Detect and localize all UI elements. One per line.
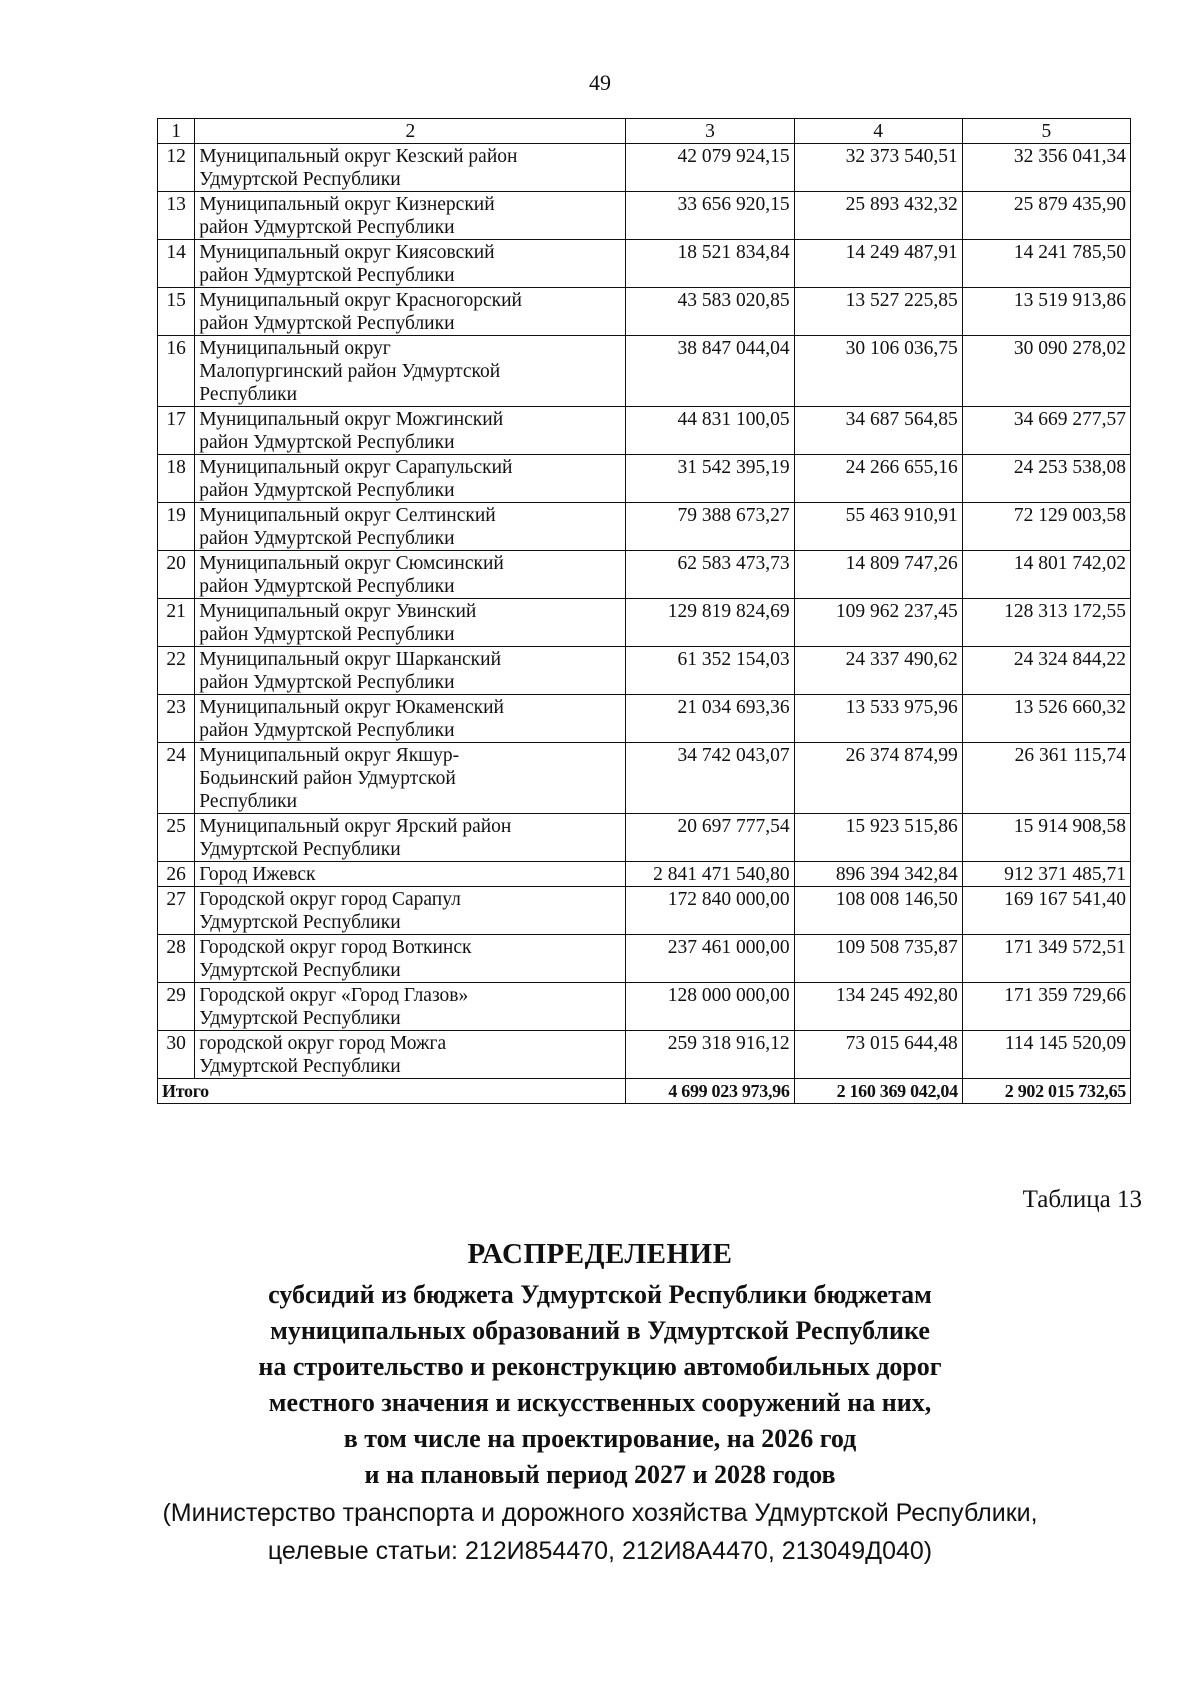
municipality-cell — [195, 240, 626, 288]
amount-2027: 896 394 342,84 — [794, 862, 962, 887]
amount-2026: 44 831 100,05 — [626, 407, 794, 455]
amount-2026: 21 034 693,36 — [626, 695, 794, 743]
row-number: 25 — [158, 814, 195, 862]
municipality-cell — [195, 1031, 626, 1079]
row-number: 13 — [158, 192, 195, 240]
table-row — [158, 647, 1131, 695]
municipality-name: Муниципальный округ Кезский район Удмуртской Республики — [199, 146, 518, 190]
amount-2028: 13 519 913,86 — [962, 288, 1130, 336]
municipality-name: Городской округ город Сарапул Удмуртской Республики — [199, 889, 461, 933]
table-row — [158, 455, 1131, 503]
amount-2028: 25 879 435,90 — [962, 192, 1130, 240]
amount-2028: 14 801 742,02 — [962, 551, 1130, 599]
municipality-cell — [195, 743, 626, 814]
amount-2027: 30 106 036,75 — [794, 336, 962, 407]
table-row — [158, 887, 1131, 935]
amount-2027: 134 245 492,80 — [794, 983, 962, 1031]
row-number: 22 — [158, 647, 195, 695]
table-row — [158, 551, 1131, 599]
municipality-cell — [195, 647, 626, 695]
total-2027: 2 160 369 042,04 — [794, 1079, 962, 1104]
row-number: 14 — [158, 240, 195, 288]
row-number: 20 — [158, 551, 195, 599]
row-number: 17 — [158, 407, 195, 455]
table-row — [158, 695, 1131, 743]
municipality-cell — [195, 503, 626, 551]
amount-2028: 14 241 785,50 — [962, 240, 1130, 288]
row-number: 21 — [158, 599, 195, 647]
municipality-cell — [195, 983, 626, 1031]
amount-2026: 128 000 000,00 — [626, 983, 794, 1031]
municipality-name: Муниципальный округ Шарканский район Удмуртской Республики — [199, 649, 502, 693]
header-col-1: 1 — [158, 119, 195, 144]
total-2028: 2 902 015 732,65 — [962, 1079, 1130, 1104]
amount-2028: 26 361 115,74 — [962, 743, 1130, 814]
title-line: в том числе на проектирование, на 2026 год — [343, 1424, 857, 1453]
amount-2027: 25 893 432,32 — [794, 192, 962, 240]
table-row — [158, 144, 1131, 192]
amount-2026: 42 079 924,15 — [626, 144, 794, 192]
municipality-cell — [195, 551, 626, 599]
municipality-cell — [195, 695, 626, 743]
amount-2027: 32 373 540,51 — [794, 144, 962, 192]
amount-2026: 33 656 920,15 — [626, 192, 794, 240]
header-col-4: 4 — [794, 119, 962, 144]
table-row — [158, 862, 1131, 887]
municipality-cell — [195, 814, 626, 862]
amount-2026: 237 461 000,00 — [626, 935, 794, 983]
table-row — [158, 503, 1131, 551]
amount-2027: 109 508 735,87 — [794, 935, 962, 983]
amount-2026: 129 819 824,69 — [626, 599, 794, 647]
amount-2026: 38 847 044,04 — [626, 336, 794, 407]
table-row — [158, 743, 1131, 814]
amount-2028: 171 359 729,66 — [962, 983, 1130, 1031]
amount-2027: 109 962 237,45 — [794, 599, 962, 647]
title-line: субсидий из бюджета Удмуртской Республики бюджетам — [268, 1280, 932, 1309]
amount-2026: 18 521 834,84 — [626, 240, 794, 288]
table-row — [158, 336, 1131, 407]
amount-2028: 13 526 660,32 — [962, 695, 1130, 743]
header-col-2: 2 — [195, 119, 626, 144]
title-block — [0, 1238, 1200, 1569]
table-row — [158, 599, 1131, 647]
subsidy-table — [157, 118, 1131, 1104]
row-number: 26 — [158, 862, 195, 887]
table-caption: Таблица 13 — [1022, 1186, 1142, 1213]
amount-2027: 13 533 975,96 — [794, 695, 962, 743]
row-number: 12 — [158, 144, 195, 192]
municipality-name: Городской округ «Город Глазов» Удмуртской Республики — [199, 985, 469, 1029]
amount-2026: 43 583 020,85 — [626, 288, 794, 336]
total-2026: 4 699 023 973,96 — [626, 1079, 794, 1104]
municipality-name: Муниципальный округ Якшур-Бодьинский район Удмуртской Республики — [199, 745, 460, 812]
amount-2027: 13 527 225,85 — [794, 288, 962, 336]
amount-2026: 34 742 043,07 — [626, 743, 794, 814]
amount-2027: 14 809 747,26 — [794, 551, 962, 599]
amount-2027: 14 249 487,91 — [794, 240, 962, 288]
municipality-cell — [195, 192, 626, 240]
municipality-cell — [195, 336, 626, 407]
amount-2028: 72 129 003,58 — [962, 503, 1130, 551]
amount-2027: 55 463 910,91 — [794, 503, 962, 551]
amount-2028: 171 349 572,51 — [962, 935, 1130, 983]
title-line: и на плановый период 2027 и 2028 годов — [364, 1460, 836, 1489]
row-number: 30 — [158, 1031, 195, 1079]
municipality-cell — [195, 599, 626, 647]
row-number: 16 — [158, 336, 195, 407]
municipality-cell — [195, 862, 626, 887]
municipality-name: Муниципальный округ Юкаменский район Удмуртской Республики — [199, 697, 504, 741]
municipality-cell — [195, 407, 626, 455]
municipality-name: Муниципальный округ Можгинский район Удмуртской Республики — [199, 409, 504, 453]
municipality-name: Муниципальный округ Селтинский район Удмуртской Республики — [199, 505, 496, 549]
table-row — [158, 983, 1131, 1031]
municipality-name: Муниципальный округ Увинский район Удмуртской Республики — [199, 601, 477, 645]
amount-2027: 26 374 874,99 — [794, 743, 962, 814]
amount-2028: 912 371 485,71 — [962, 862, 1130, 887]
amount-2026: 61 352 154,03 — [626, 647, 794, 695]
title-line: муниципальных образований в Удмуртской Республике — [270, 1316, 930, 1345]
row-number: 29 — [158, 983, 195, 1031]
title-line: местного значения и искусственных сооружений на них, — [268, 1388, 932, 1417]
amount-2026: 62 583 473,73 — [626, 551, 794, 599]
amount-2028: 169 167 541,40 — [962, 887, 1130, 935]
amount-2028: 15 914 908,58 — [962, 814, 1130, 862]
municipality-name: Муниципальный округ Сарапульский район Удмуртской Республики — [199, 457, 513, 501]
municipality-cell — [195, 288, 626, 336]
header-col-5: 5 — [962, 119, 1130, 144]
table-header-row — [158, 119, 1131, 144]
table-row — [158, 288, 1131, 336]
amount-2028: 114 145 520,09 — [962, 1031, 1130, 1079]
table-row — [158, 814, 1131, 862]
municipality-name: Город Ижевск — [199, 864, 316, 885]
municipality-name: Муниципальный округ Малопургинский район Удмуртской Республики — [199, 338, 501, 405]
page-number: 49 — [589, 70, 611, 95]
amount-2026: 79 388 673,27 — [626, 503, 794, 551]
amount-2028: 34 669 277,57 — [962, 407, 1130, 455]
title-heading: РАСПРЕДЕЛЕНИЕ — [467, 1238, 733, 1270]
municipality-name: Муниципальный округ Кизнерский район Удмуртской Республики — [199, 194, 495, 238]
row-number: 24 — [158, 743, 195, 814]
amount-2027: 24 337 490,62 — [794, 647, 962, 695]
amount-2026: 172 840 000,00 — [626, 887, 794, 935]
row-number: 19 — [158, 503, 195, 551]
row-number: 18 — [158, 455, 195, 503]
table-row — [158, 1031, 1131, 1079]
amount-2028: 30 090 278,02 — [962, 336, 1130, 407]
municipality-name: Муниципальный округ Киясовский район Удмуртской Республики — [199, 242, 495, 286]
municipality-cell — [195, 887, 626, 935]
municipality-name: Муниципальный округ Красногорский район Удмуртской Республики — [199, 290, 522, 334]
header-col-3: 3 — [626, 119, 794, 144]
amount-2027: 24 266 655,16 — [794, 455, 962, 503]
amount-2027: 108 008 146,50 — [794, 887, 962, 935]
table-row — [158, 192, 1131, 240]
amount-2027: 15 923 515,86 — [794, 814, 962, 862]
amount-2028: 128 313 172,55 — [962, 599, 1130, 647]
row-number: 23 — [158, 695, 195, 743]
row-number: 28 — [158, 935, 195, 983]
amount-2027: 34 687 564,85 — [794, 407, 962, 455]
ministry-line: целевые статьи: 212И854470, 212И8А4470, 213049Д040) — [267, 1537, 933, 1565]
amount-2028: 32 356 041,34 — [962, 144, 1130, 192]
total-label: Итого — [158, 1079, 626, 1104]
municipality-name: Муниципальный округ Ярский район Удмуртской Республики — [199, 816, 512, 860]
municipality-cell — [195, 144, 626, 192]
municipality-cell — [195, 455, 626, 503]
title-line: на строительство и реконструкцию автомобильных дорог — [258, 1352, 942, 1381]
amount-2028: 24 253 538,08 — [962, 455, 1130, 503]
amount-2027: 73 015 644,48 — [794, 1031, 962, 1079]
amount-2026: 20 697 777,54 — [626, 814, 794, 862]
amount-2026: 2 841 471 540,80 — [626, 862, 794, 887]
row-number: 15 — [158, 288, 195, 336]
amount-2028: 24 324 844,22 — [962, 647, 1130, 695]
table-row — [158, 407, 1131, 455]
amount-2026: 259 318 916,12 — [626, 1031, 794, 1079]
municipality-name: Городской округ город Воткинск Удмуртской Республики — [199, 937, 472, 981]
table-row — [158, 240, 1131, 288]
ministry-line: (Министерство транспорта и дорожного хозяйства Удмуртской Республики, — [162, 1499, 1038, 1527]
municipality-cell — [195, 935, 626, 983]
row-number: 27 — [158, 887, 195, 935]
municipality-name: городской округ город Можга Удмуртской Республики — [199, 1033, 447, 1077]
total-row — [158, 1079, 1131, 1104]
amount-2026: 31 542 395,19 — [626, 455, 794, 503]
municipality-name: Муниципальный округ Сюмсинский район Удмуртской Республики — [199, 553, 504, 597]
table-row — [158, 935, 1131, 983]
